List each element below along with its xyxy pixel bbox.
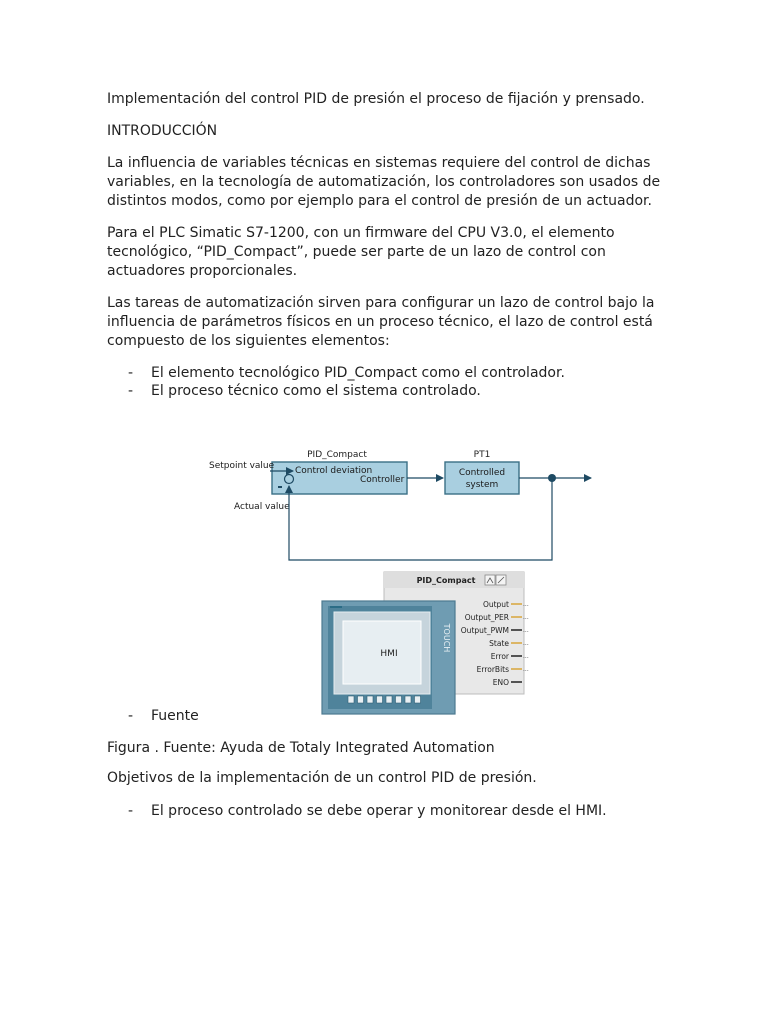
list-item-text: El proceso controlado se debe operar y monitorear desde el HMI. bbox=[151, 803, 607, 819]
output-pin-dots: ... bbox=[523, 627, 529, 634]
bullet-dash: - bbox=[128, 803, 134, 819]
hmi-key-icon bbox=[386, 696, 392, 703]
controller-label: Controller bbox=[360, 475, 405, 485]
para1-line: distintos modos, como por ejemplo para el control de presión de un actuador. bbox=[107, 193, 652, 209]
list-item-text: El elemento tecnológico PID_Compact como el controlador. bbox=[151, 365, 565, 381]
output-pin-label: State bbox=[489, 639, 509, 648]
hmi-key-icon bbox=[396, 696, 402, 703]
hmi-key-icon bbox=[358, 696, 364, 703]
output-pin-label: ENO bbox=[492, 678, 509, 687]
system-label: system bbox=[465, 480, 499, 490]
function-block-title: PID_Compact bbox=[416, 576, 476, 585]
list-item-fuente bbox=[128, 707, 708, 726]
actual-value-label: Actual value bbox=[234, 502, 290, 512]
bullet-dash: - bbox=[128, 383, 134, 399]
para2-line: tecnológico, “PID_Compact”, puede ser parte de un lazo de control con bbox=[107, 244, 606, 260]
hmi-key-icon bbox=[367, 696, 373, 703]
output-pin-label: Output bbox=[482, 600, 509, 609]
hmi-label: HMI bbox=[380, 649, 398, 659]
pid-compact-label: PID_Compact bbox=[307, 450, 367, 460]
list-item bbox=[128, 382, 708, 401]
hmi-logo-strip bbox=[330, 606, 342, 608]
list-item-text: El proceso técnico como el sistema controlado. bbox=[151, 383, 481, 399]
objectives-heading: Objetivos de la implementación de un control PID de presión. bbox=[107, 770, 537, 786]
pt1-label: PT1 bbox=[473, 450, 491, 460]
para2-line: actuadores proporcionales. bbox=[107, 263, 298, 279]
output-pin-dots: ... bbox=[523, 653, 529, 660]
output-pin-dots: ... bbox=[523, 601, 529, 608]
hmi-panel bbox=[322, 601, 455, 714]
output-pin-label: Output_PWM bbox=[460, 626, 509, 635]
output-pin-dots: ... bbox=[523, 640, 529, 647]
para3-line: influencia de parámetros físicos en un proceso técnico, el lazo de control está bbox=[107, 314, 653, 330]
pid-control-figure bbox=[200, 440, 610, 730]
para3-line: Las tareas de automatización sirven para configurar un lazo de control bajo la bbox=[107, 295, 655, 311]
list-item bbox=[128, 802, 708, 821]
setpoint-value-label: Setpoint value bbox=[209, 461, 275, 471]
output-pin-dots: ... bbox=[523, 666, 529, 673]
para1-line: variables, en la tecnología de automatización, los controladores son usados de bbox=[107, 174, 661, 190]
output-pin-label: Error bbox=[490, 652, 509, 661]
list-item-text: Fuente bbox=[151, 708, 199, 724]
para2-line: Para el PLC Simatic S7-1200, con un firmware del CPU V3.0, el elemento bbox=[107, 225, 615, 241]
hmi-key-icon bbox=[377, 696, 383, 703]
output-pin-label: ErrorBits bbox=[476, 665, 509, 674]
hmi-key-icon bbox=[348, 696, 354, 703]
bullet-dash: - bbox=[128, 365, 134, 381]
intro-heading: INTRODUCCIÓN bbox=[107, 123, 218, 139]
figure-caption: Figura . Fuente: Ayuda de Totaly Integrated Automation bbox=[107, 740, 495, 756]
hmi-key-icon bbox=[415, 696, 421, 703]
block-diagram bbox=[209, 450, 591, 560]
doc-title: Implementación del control PID de presión el proceso de fijación y prensado. bbox=[107, 91, 645, 107]
control-deviation-label: Control deviation bbox=[295, 466, 373, 476]
touch-label: TOUCH bbox=[442, 623, 451, 653]
para1-line: La influencia de variables técnicas en sistemas requiere del control de dichas bbox=[107, 155, 651, 171]
list-item bbox=[128, 364, 708, 383]
diagnostics-icon bbox=[485, 575, 495, 585]
para3-line: compuesto de los siguientes elementos: bbox=[107, 333, 390, 349]
controlled-label: Controlled bbox=[458, 468, 506, 478]
output-pin-dots: ... bbox=[523, 614, 529, 621]
hmi-key-icon bbox=[405, 696, 411, 703]
minus-sign-icon bbox=[278, 486, 282, 488]
output-pin-label: Output_PER bbox=[464, 613, 509, 622]
bullet-dash: - bbox=[128, 708, 134, 724]
